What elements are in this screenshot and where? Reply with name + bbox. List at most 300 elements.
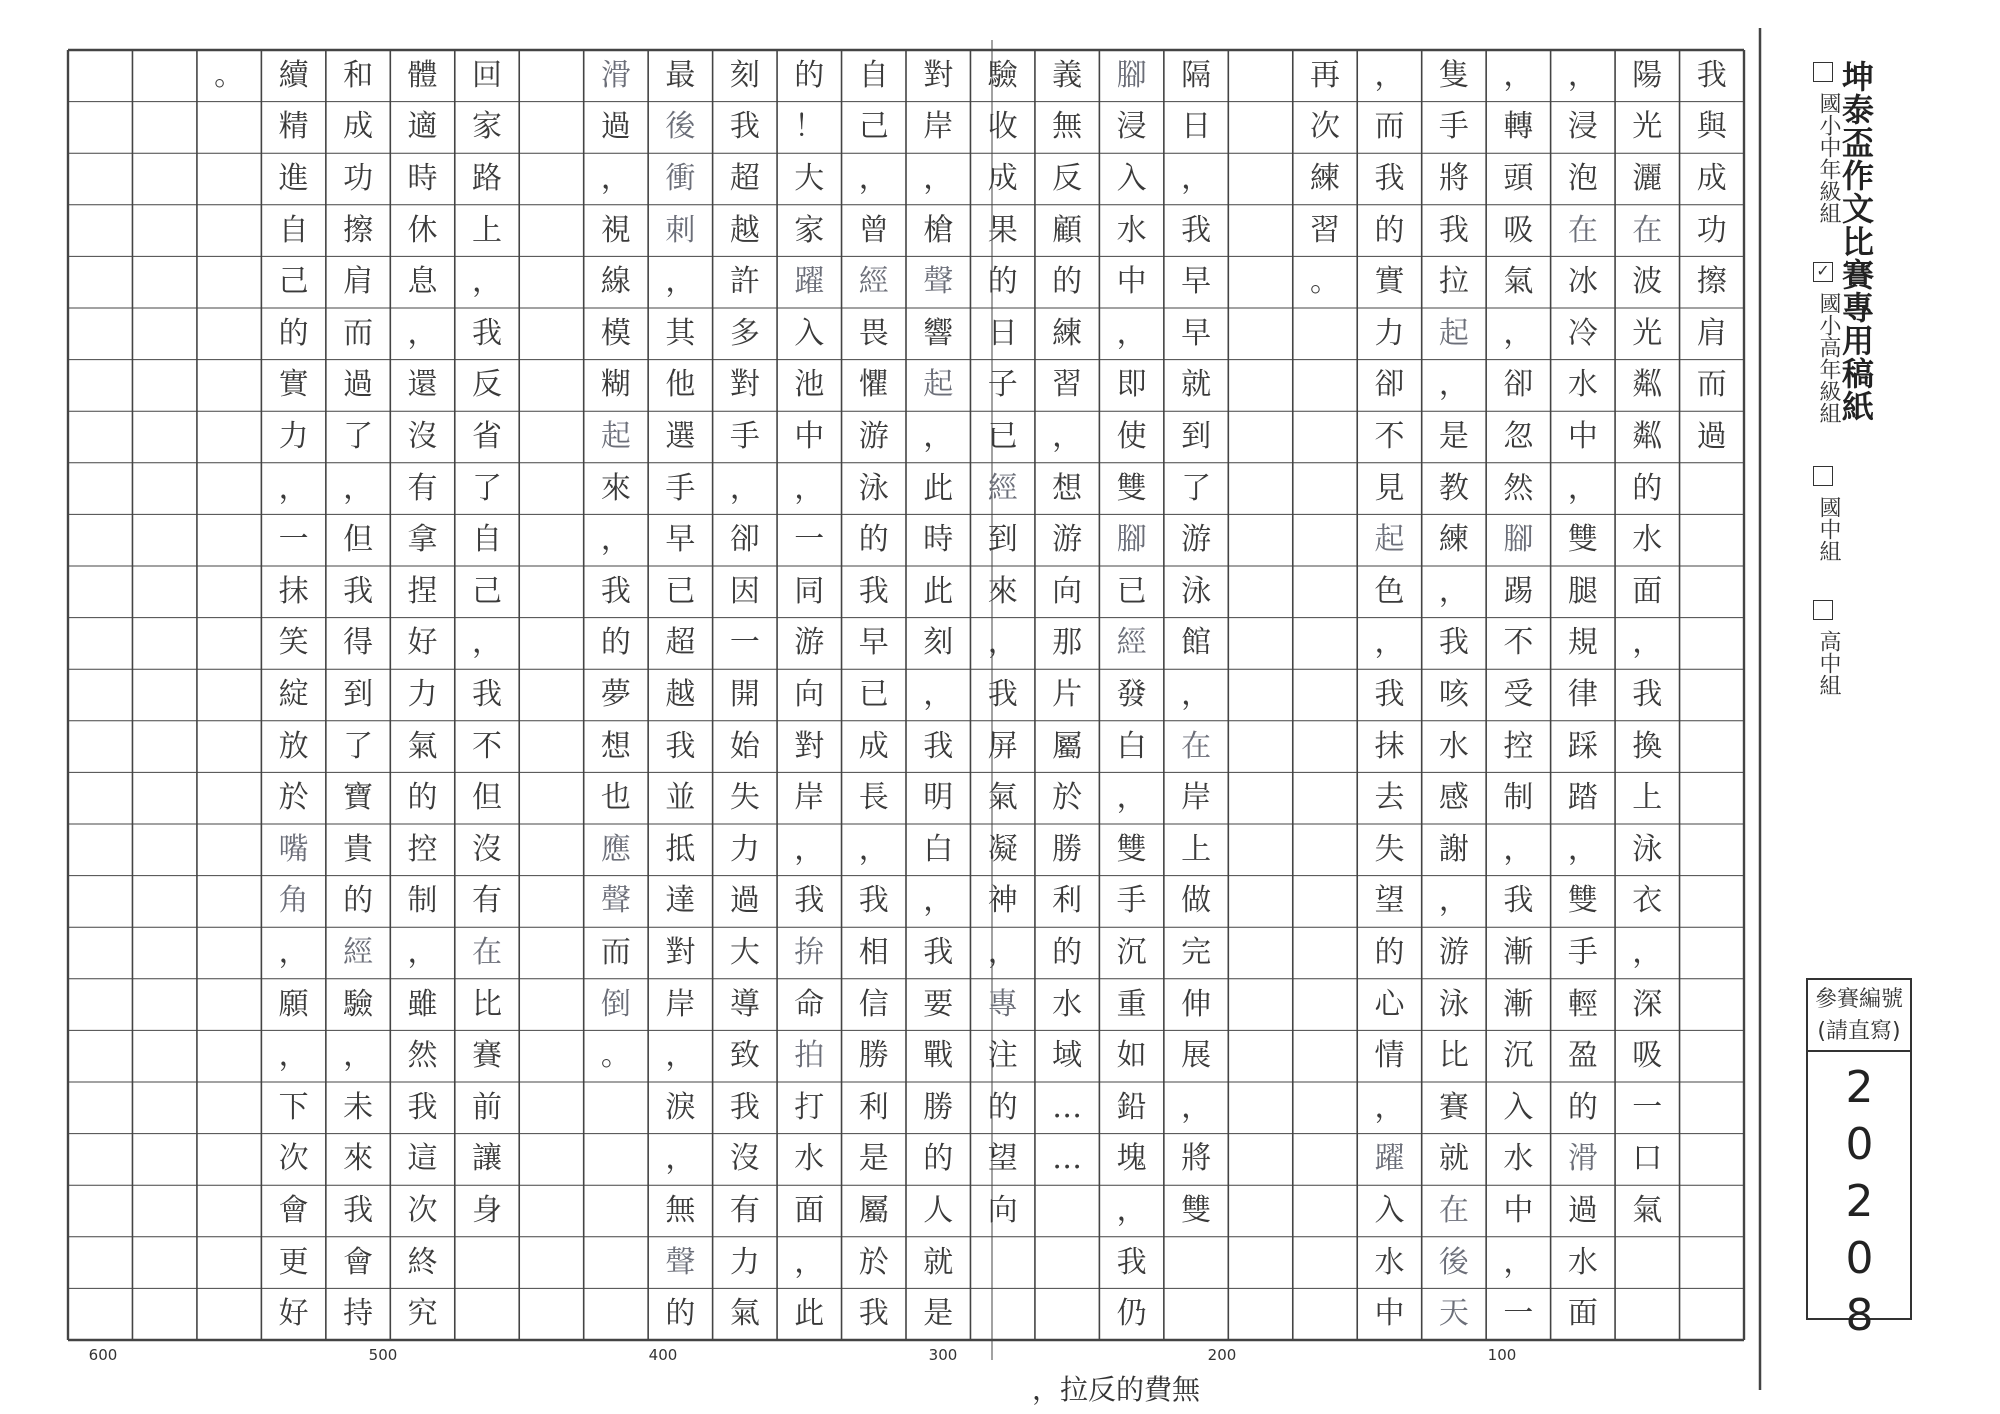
essay-char: 盈 xyxy=(1567,1038,1598,1074)
essay-char: 許 xyxy=(729,264,760,300)
essay-char: 日 xyxy=(987,315,1018,351)
essay-char: ， xyxy=(343,1038,374,1074)
essay-char: 抵 xyxy=(665,831,696,867)
essay-char: 游 xyxy=(1438,935,1469,970)
essay-char: 。 xyxy=(214,57,245,93)
essay-char: 氣 xyxy=(1503,264,1534,300)
essay-char: 越 xyxy=(665,677,696,712)
essay-char: 受 xyxy=(1503,677,1534,712)
essay-char: 驗 xyxy=(987,57,1018,93)
essay-char: 躍 xyxy=(1374,1141,1405,1177)
essay-char: 嘴 xyxy=(278,831,309,867)
essay-char: 槍 xyxy=(923,212,954,248)
essay-char: 屬 xyxy=(1052,728,1083,764)
essay-char: 己 xyxy=(858,109,889,145)
essay-char: 灑 xyxy=(1632,161,1663,196)
essay-char: 一 xyxy=(278,522,309,558)
essay-char: 早 xyxy=(665,522,696,558)
essay-char: 隻 xyxy=(1438,57,1469,93)
essay-char: 選 xyxy=(665,419,696,454)
essay-char: 的 xyxy=(987,1089,1018,1125)
essay-char: 聲 xyxy=(923,264,954,300)
essay-char: 水 xyxy=(1052,986,1083,1022)
essay-char: ， xyxy=(794,470,825,506)
essay-char: 但 xyxy=(343,522,374,558)
essay-char: 肩 xyxy=(1696,315,1727,351)
essay-char: 手 xyxy=(1438,109,1469,145)
essay-char: 成 xyxy=(343,109,374,145)
essay-char: 大 xyxy=(729,935,760,970)
essay-char: ， xyxy=(600,161,631,196)
essay-char: 然 xyxy=(1503,470,1534,506)
essay-char: 池 xyxy=(794,367,825,403)
essay-char: 自 xyxy=(858,57,889,93)
essay-char: 吸 xyxy=(1632,1038,1663,1074)
essay-char: 然 xyxy=(407,1038,438,1074)
essay-char: 比 xyxy=(1438,1038,1469,1074)
essay-char: 不 xyxy=(1503,625,1534,661)
essay-char: 是 xyxy=(1438,419,1469,454)
essay-char: 持 xyxy=(343,1296,374,1332)
essay-char: 我 xyxy=(472,315,502,351)
essay-char: 過 xyxy=(1567,1193,1598,1228)
margin-note: ，拉反的費無 xyxy=(1032,1373,1201,1406)
essay-char: 仍 xyxy=(1116,1296,1147,1332)
essay-char: 忽 xyxy=(1503,419,1534,454)
essay-char: ， xyxy=(1181,161,1212,196)
essay-char: 功 xyxy=(1696,212,1727,248)
essay-char: 有 xyxy=(729,1193,760,1228)
essay-char: 情 xyxy=(1374,1038,1405,1074)
essay-char: ， xyxy=(407,315,438,351)
essay-char: 來 xyxy=(987,573,1018,609)
essay-char: 不 xyxy=(1374,419,1405,454)
essay-char: 心 xyxy=(1374,986,1405,1022)
essay-char: 拚 xyxy=(794,935,825,970)
essay-char: 中 xyxy=(1503,1193,1534,1228)
essay-char: 果 xyxy=(987,212,1018,248)
essay-char: 轉 xyxy=(1503,109,1534,145)
essay-char: 重 xyxy=(1116,986,1147,1022)
essay-char: 好 xyxy=(278,1296,309,1332)
essay-char: 岸 xyxy=(665,986,696,1022)
essay-char: 見 xyxy=(1374,470,1405,506)
essay-char: 刻 xyxy=(923,625,954,661)
essay-char: 的 xyxy=(987,264,1018,300)
essay-char: 咳 xyxy=(1438,677,1469,712)
essay-char: 己 xyxy=(278,264,309,300)
essay-char: 超 xyxy=(665,625,696,661)
essay-char: ， xyxy=(1181,1089,1212,1125)
entry-label: 參賽編號 xyxy=(1814,987,1903,1012)
essay-char: 我 xyxy=(1116,1244,1147,1280)
essay-char: 會 xyxy=(278,1193,309,1228)
essay-char: 多 xyxy=(729,315,760,351)
essay-char: ， xyxy=(343,470,374,506)
essay-char: 同 xyxy=(794,573,825,609)
essay-char: 望 xyxy=(1374,883,1405,919)
essay-char: 習 xyxy=(1310,212,1340,248)
essay-char: 律 xyxy=(1567,677,1598,712)
essay-char: 笑 xyxy=(278,625,309,661)
essay-char: ， xyxy=(794,1244,825,1280)
essay-char: 我 xyxy=(729,1089,760,1125)
essay-char: 利 xyxy=(858,1089,889,1125)
essay-char: 此 xyxy=(923,573,954,609)
essay-char: 就 xyxy=(923,1244,954,1280)
essay-char: 己 xyxy=(472,573,502,609)
essay-char: 手 xyxy=(1567,935,1598,970)
essay-char: 於 xyxy=(278,780,309,816)
essay-char: 發 xyxy=(1116,677,1147,712)
essay-char: 和 xyxy=(343,57,374,93)
essay-char: 沉 xyxy=(1503,1038,1534,1074)
essay-char: 面 xyxy=(1567,1296,1598,1332)
essay-char: 已 xyxy=(1116,573,1147,609)
essay-char: 後 xyxy=(665,109,696,145)
essay-char: 氣 xyxy=(1632,1193,1663,1228)
essay-char: 上 xyxy=(1181,831,1212,867)
essay-char: 對 xyxy=(729,367,760,403)
essay-char: 粼 xyxy=(1632,419,1663,454)
essay-char: 過 xyxy=(1696,419,1727,454)
essay-char: 刺 xyxy=(665,212,696,248)
essay-char: 擦 xyxy=(343,212,374,248)
checkbox-senior-high[interactable] xyxy=(1813,600,1833,620)
essay-char: ， xyxy=(1567,470,1598,506)
essay-char: 白 xyxy=(1116,728,1147,764)
essay-char: 會 xyxy=(343,1244,374,1280)
essay-char: 上 xyxy=(472,212,502,248)
essay-char: ， xyxy=(923,883,954,919)
essay-char: 氣 xyxy=(407,728,438,764)
essay-char: 貴 xyxy=(343,831,374,867)
essay-char: 入 xyxy=(1116,161,1147,196)
essay-char: ， xyxy=(278,470,309,506)
essay-char: 我 xyxy=(665,728,696,764)
essay-char: 我 xyxy=(729,109,760,145)
essay-char: 的 xyxy=(1374,935,1405,970)
essay-char: 我 xyxy=(343,1193,374,1228)
essay-char: 拿 xyxy=(407,522,438,558)
essay-char: 將 xyxy=(1438,161,1469,196)
essay-char: 中 xyxy=(1116,264,1147,300)
essay-char: 力 xyxy=(278,419,309,454)
essay-char: 戰 xyxy=(923,1038,954,1074)
essay-char: 雙 xyxy=(1116,470,1147,506)
essay-char: 注 xyxy=(987,1038,1018,1074)
essay-char: 長 xyxy=(858,780,889,816)
essay-char: 得 xyxy=(343,625,374,661)
essay-char: 自 xyxy=(472,522,502,558)
essay-char: 冰 xyxy=(1567,264,1598,300)
essay-char: 無 xyxy=(665,1193,696,1228)
essay-char: 成 xyxy=(987,161,1018,196)
group-label-grade-high: 國小高年級組 xyxy=(1816,292,1841,424)
essay-char: 伸 xyxy=(1181,986,1212,1022)
essay-char: 入 xyxy=(1503,1089,1534,1125)
essay-char: 他 xyxy=(665,367,696,403)
essay-char: 望 xyxy=(987,1141,1018,1177)
essay-char: ， xyxy=(858,161,889,196)
essay-char: 有 xyxy=(407,470,438,506)
essay-char: 的 xyxy=(278,315,309,351)
char-counter-100: 100 xyxy=(1487,1346,1517,1364)
essay-char: 我 xyxy=(794,883,825,919)
entry-number-box xyxy=(1806,978,1912,1347)
essay-char: 在 xyxy=(1632,212,1663,248)
essay-char: 但 xyxy=(472,780,502,816)
essay-char: 早 xyxy=(1181,264,1212,300)
essay-char: 在 xyxy=(1181,728,1212,764)
essay-char: 利 xyxy=(1052,883,1083,919)
essay-char: 水 xyxy=(1374,1244,1405,1280)
essay-char: 賽 xyxy=(1438,1089,1469,1125)
essay-char: 練 xyxy=(1052,315,1083,351)
essay-char: 此 xyxy=(794,1296,825,1332)
essay-char: 向 xyxy=(987,1193,1018,1228)
essay-char: 輕 xyxy=(1567,986,1598,1022)
essay-char: 應 xyxy=(600,831,631,867)
essay-char: 而 xyxy=(343,315,374,351)
essay-char: 我 xyxy=(858,1296,889,1332)
essay-char: 角 xyxy=(278,883,309,919)
essay-char: 沒 xyxy=(472,831,502,867)
essay-char: 已 xyxy=(665,573,696,609)
essay-char: 水 xyxy=(794,1141,825,1177)
essay-char: 館 xyxy=(1181,625,1212,661)
checkbox-grade-high[interactable]: ✓ xyxy=(1813,262,1833,282)
essay-char: ！ xyxy=(794,109,825,145)
essay-char: 始 xyxy=(729,728,760,764)
essay-char: 躍 xyxy=(794,264,825,300)
essay-char: 精 xyxy=(278,109,309,145)
essay-char: 卻 xyxy=(1503,367,1534,403)
essay-char: 雙 xyxy=(1116,831,1147,867)
essay-char: 擦 xyxy=(1696,264,1727,300)
essay-char: 信 xyxy=(858,986,889,1022)
essay-char: 凝 xyxy=(987,831,1018,867)
essay-char: 就 xyxy=(1438,1141,1469,1177)
essay-char: 相 xyxy=(858,935,889,970)
essay-char: 最 xyxy=(665,57,696,93)
essay-char: 夢 xyxy=(600,677,631,712)
essay-char: 越 xyxy=(729,212,760,248)
essay-char: 聲 xyxy=(600,883,631,919)
essay-char: 寶 xyxy=(343,780,374,816)
essay-char: 次 xyxy=(407,1193,438,1228)
essay-char: 浸 xyxy=(1567,109,1598,145)
essay-char: 水 xyxy=(1116,212,1147,248)
essay-char: 實 xyxy=(1374,264,1405,300)
essay-char: 力 xyxy=(1374,315,1405,351)
essay-char: ， xyxy=(1438,883,1469,919)
essay-char: 去 xyxy=(1374,780,1405,816)
essay-char: 導 xyxy=(729,986,760,1022)
essay-char: 體 xyxy=(407,57,438,93)
essay-char: 在 xyxy=(472,935,502,970)
essay-char: 而 xyxy=(1696,367,1727,403)
essay-char: 時 xyxy=(407,161,438,196)
group-label-grade-mid: 國小中年級組 xyxy=(1816,92,1841,224)
essay-char: 進 xyxy=(278,161,309,196)
essay-char: 教 xyxy=(1438,470,1469,506)
essay-char: ， xyxy=(1116,315,1147,351)
essay-char: 身 xyxy=(472,1193,502,1228)
essay-char: 讓 xyxy=(472,1141,502,1177)
essay-char: 我 xyxy=(472,677,502,712)
essay-char: 抹 xyxy=(1374,728,1405,764)
essay-char: 隔 xyxy=(1181,57,1212,93)
essay-char: 游 xyxy=(794,625,825,661)
essay-char: ， xyxy=(987,935,1018,970)
essay-char: 下 xyxy=(278,1089,309,1125)
essay-char: 到 xyxy=(1181,419,1212,454)
essay-char: ， xyxy=(278,935,309,970)
essay-char: 因 xyxy=(729,573,760,609)
essay-char: 一 xyxy=(729,625,760,661)
essay-char: 過 xyxy=(729,883,760,919)
essay-char: 達 xyxy=(665,883,696,919)
essay-char: 我 xyxy=(1374,677,1405,712)
essay-char: ， xyxy=(794,831,825,867)
essay-char: 制 xyxy=(1503,780,1534,816)
essay-char: 休 xyxy=(407,212,438,248)
essay-char: 展 xyxy=(1181,1038,1212,1074)
essay-char: 實 xyxy=(278,367,309,403)
essay-char: 岸 xyxy=(794,780,825,816)
essay-char: 白 xyxy=(923,831,954,867)
checkbox-grade-mid[interactable] xyxy=(1813,62,1833,82)
entry-number[interactable]: 20208 xyxy=(1834,1062,1885,1347)
essay-char: 專 xyxy=(987,986,1018,1022)
essay-char: 人 xyxy=(923,1193,954,1228)
essay-char: ， xyxy=(1374,57,1405,93)
checkbox-junior-high[interactable] xyxy=(1813,466,1833,486)
essay-char: 淚 xyxy=(665,1089,696,1125)
essay-char: 起 xyxy=(923,367,954,403)
essay-char: 大 xyxy=(794,161,825,196)
essay-char: 到 xyxy=(343,677,374,712)
essay-char: 中 xyxy=(794,419,825,454)
essay-char: 的 xyxy=(407,780,438,816)
essay-char: 賽 xyxy=(472,1038,502,1074)
essay-char: ， xyxy=(1052,419,1083,454)
essay-char: ， xyxy=(987,625,1018,661)
essay-char: 願 xyxy=(278,986,309,1022)
essay-char: ， xyxy=(600,522,631,558)
essay-char: 雙 xyxy=(1181,1193,1212,1228)
char-counter-600: 600 xyxy=(88,1346,118,1364)
essay-char: 沒 xyxy=(729,1141,760,1177)
essay-char: 雙 xyxy=(1567,883,1598,919)
essay-char: ， xyxy=(923,419,954,454)
char-counter-500: 500 xyxy=(368,1346,398,1364)
essay-char: 謝 xyxy=(1438,831,1469,867)
essay-char: 一 xyxy=(1503,1296,1534,1332)
essay-char: 制 xyxy=(407,883,438,919)
essay-char: 的 xyxy=(1052,935,1083,970)
essay-char: 我 xyxy=(1503,883,1534,919)
essay-char: 未 xyxy=(343,1089,374,1125)
essay-char: 深 xyxy=(1632,986,1663,1022)
essay-char: 的 xyxy=(1632,470,1663,506)
essay-char: 。 xyxy=(1310,264,1340,300)
essay-char: 換 xyxy=(1632,728,1663,764)
essay-char: 過 xyxy=(600,109,631,145)
essay-char: 響 xyxy=(923,315,954,351)
essay-char: 了 xyxy=(472,470,502,506)
essay-char: 家 xyxy=(472,109,502,145)
essay-char: 水 xyxy=(1632,522,1663,558)
essay-char: 好 xyxy=(407,625,438,661)
essay-char: 練 xyxy=(1310,161,1340,196)
essay-char: 我 xyxy=(1181,212,1212,248)
essay-char: 是 xyxy=(858,1141,889,1177)
essay-char: … xyxy=(1052,1089,1083,1125)
essay-char: 我 xyxy=(343,573,374,609)
essay-char: 再 xyxy=(1310,57,1340,93)
essay-char: ， xyxy=(1567,831,1598,867)
essay-char: 氣 xyxy=(987,780,1018,816)
essay-char: 泳 xyxy=(1181,573,1212,609)
essay-char: 雙 xyxy=(1567,522,1598,558)
essay-char: 起 xyxy=(600,419,631,454)
essay-char: 波 xyxy=(1632,264,1663,300)
essay-char: 的 xyxy=(1052,264,1083,300)
essay-char: 於 xyxy=(858,1244,889,1280)
essay-char: 無 xyxy=(1052,109,1083,145)
essay-char: 義 xyxy=(1052,57,1083,93)
essay-char: 來 xyxy=(343,1141,374,1177)
essay-char: 入 xyxy=(794,315,825,351)
essay-char: 練 xyxy=(1438,522,1469,558)
essay-char: 與 xyxy=(1696,109,1727,145)
essay-char: 刻 xyxy=(729,57,760,93)
essay-char: 次 xyxy=(278,1141,309,1177)
essay-char: 來 xyxy=(600,470,631,506)
essay-char: 一 xyxy=(794,522,825,558)
essay-char: 屏 xyxy=(987,728,1018,764)
essay-char: 泳 xyxy=(1632,831,1663,867)
essay-char: 反 xyxy=(472,367,502,403)
essay-char: 域 xyxy=(1052,1038,1083,1074)
essay-char: 已 xyxy=(987,419,1018,454)
essay-char: 衣 xyxy=(1632,883,1663,919)
essay-char: 早 xyxy=(1181,315,1212,351)
essay-char: 息 xyxy=(407,264,438,300)
essay-char: 向 xyxy=(1052,573,1083,609)
essay-char: 習 xyxy=(1052,367,1083,403)
essay-char: 有 xyxy=(472,883,502,919)
essay-char: ， xyxy=(1374,625,1405,661)
essay-char: 的 xyxy=(1374,212,1405,248)
essay-char: ， xyxy=(858,831,889,867)
essay-char: ， xyxy=(1503,1244,1534,1280)
essay-char: 經 xyxy=(858,264,889,300)
essay-char: 勝 xyxy=(858,1038,889,1074)
essay-char: 放 xyxy=(278,728,309,764)
essay-char: 命 xyxy=(794,986,825,1022)
char-counter-200: 200 xyxy=(1207,1346,1237,1364)
essay-char: ， xyxy=(1503,315,1534,351)
essay-char: 手 xyxy=(665,470,696,506)
essay-char: 。 xyxy=(600,1038,631,1074)
essay-char: 收 xyxy=(987,109,1018,145)
char-counter-400: 400 xyxy=(648,1346,678,1364)
essay-char: 要 xyxy=(923,986,954,1022)
essay-char: ， xyxy=(1503,57,1534,93)
